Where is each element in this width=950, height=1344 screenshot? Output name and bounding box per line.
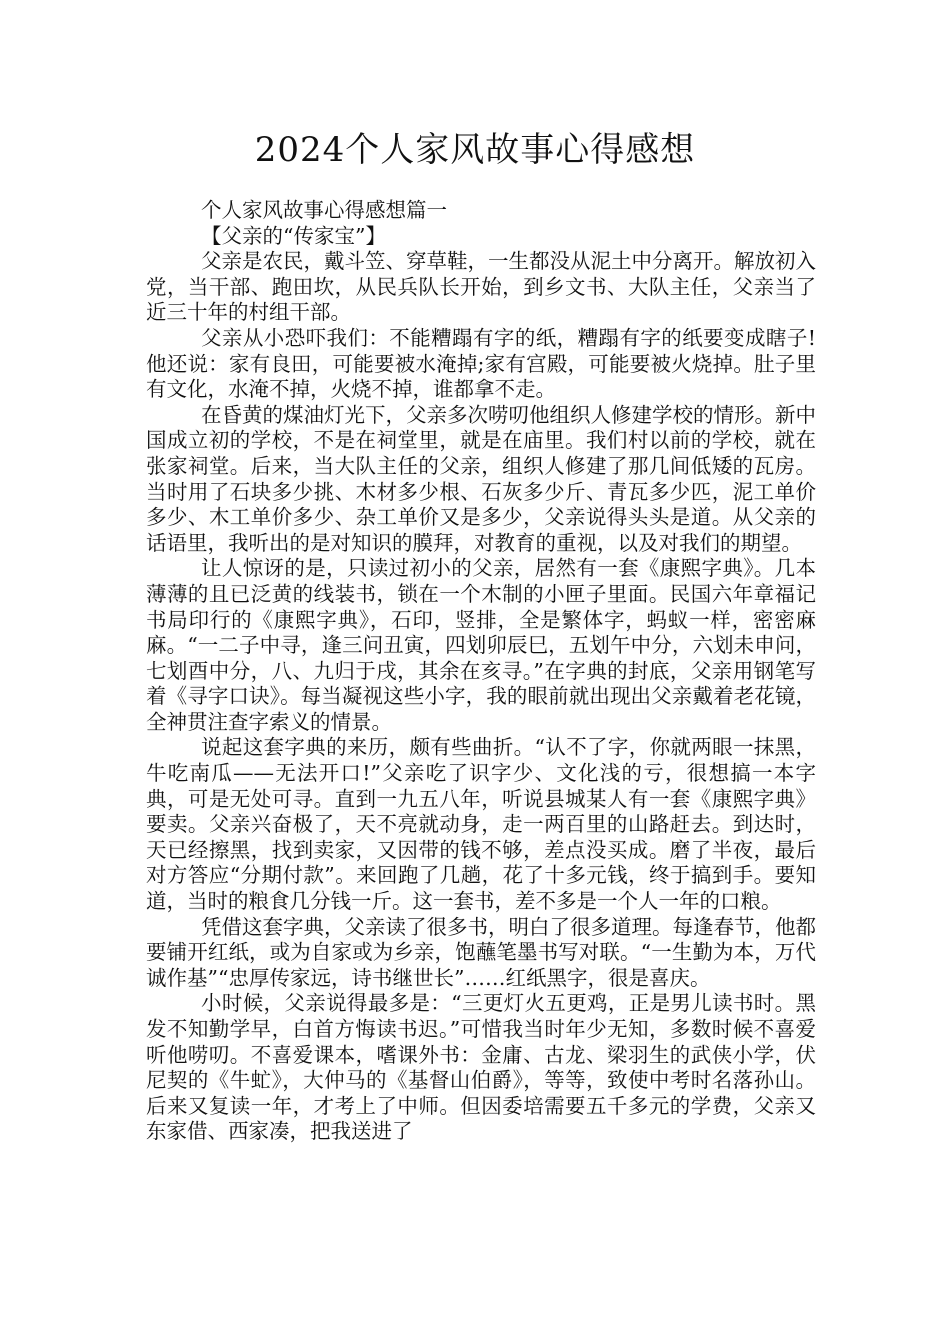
paragraph: 凭借这套字典，父亲读了很多书，明白了很多道理。每逢春节，他都要铺开红纸，或为自家或为乡亲，饱蘸笔墨书写对联。“一生勤为本，万代诚作基”“忠厚传家远，诗书继世长”……红纸黑字，很是喜庆。 bbox=[146, 914, 816, 990]
paragraph: 在昏黄的煤油灯光下，父亲多次唠叨他组织人修建学校的情形。新中国成立初的学校，不是在祠堂里，就是在庙里。我们村以前的学校，就在张家祠堂。后来，当大队主任的父亲，组织人修建了那几间低矮的瓦房。当时用了石块多少挑、木材多少根、石灰多少斤、青瓦多少匹，泥工单价多少、木工单价多少、杂工单价又是多少，父亲说得头头是道。从父亲的话语里，我听出的是对知识的膜拜，对教育的重视，以及对我们的期望。 bbox=[146, 402, 816, 555]
paragraph: 父亲是农民，戴斗笠、穿草鞋，一生都没从泥土中分离开。解放初入党，当干部、跑田坎，从民兵队长开始，到乡文书、大队主任，父亲当了近三十年的村组干部。 bbox=[146, 249, 816, 325]
paragraph: 小时候，父亲说得最多是：“三更灯火五更鸡，正是男儿读书时。黑发不知勤学早，白首方悔读书迟。”可惜我当时年少无知，多数时候不喜爱听他唠叨。不喜爱课本，嗜课外书：金庸、古龙、梁羽生的武侠小学，伏尼契的《牛虻》，大仲马的《基督山伯爵》，等等，致使中考时名落孙山。后来又复读一年，才考上了中师。但因委培需要五千多元的学费，父亲又东家借、西家凑，把我送进了 bbox=[146, 991, 816, 1144]
paragraph: 父亲从小恐吓我们：不能糟蹋有字的纸，糟蹋有字的纸要变成瞎子!他还说：家有良田，可能要被水淹掉;家有宫殿，可能要被火烧掉。肚子里有文化，水淹不掉，火烧不掉，谁都拿不走。 bbox=[146, 325, 816, 402]
paragraph: 说起这套字典的来历，颇有些曲折。“认不了字，你就两眼一抹黑，牛吃南瓜——无法开口!”父亲吃了识字少、文化浅的亏，很想搞一本字典，可是无处可寻。直到一九五八年，听说县城某人有一套《康熙字典》要卖。父亲兴奋极了，天不亮就动身，走一两百里的山路赶去。到达时，天已经擦黑，找到卖家，又因带的钱不够，差点没买成。磨了半夜，最后对方答应“分期付款”。来回跑了几趟，花了十多元钱，终于搞到手。要知道，当时的粮食几分钱一斤。这一套书，差不多是一个人一年的口粮。 bbox=[146, 735, 816, 914]
paragraph: 让人惊讶的是，只读过初小的父亲，居然有一套《康熙字典》。几本薄薄的且已泛黄的线装书，锁在一个木制的小匣子里面。民国六年章福记书局印行的《康熙字典》，石印，竖排，全是繁体字，蚂蚁一样，密密麻麻。“一二子中寻，逢三问丑寅，四划卯辰巳，五划午中分，六划未申问，七划酉中分，八、九归于戌，其余在亥寻。”在字典的封底，父亲用钢笔写着《寻字口诀》。每当凝视这些小字，我的眼前就出现出父亲戴着老花镜，全神贯注查字索义的情景。 bbox=[146, 556, 816, 734]
document-title: 2024个人家风故事心得感想 bbox=[254, 130, 696, 170]
document-body bbox=[146, 198, 816, 1145]
section-heading: 个人家风故事心得感想篇一 bbox=[201, 198, 447, 222]
sub-heading: 【父亲的“传家宝”】 bbox=[201, 223, 386, 248]
